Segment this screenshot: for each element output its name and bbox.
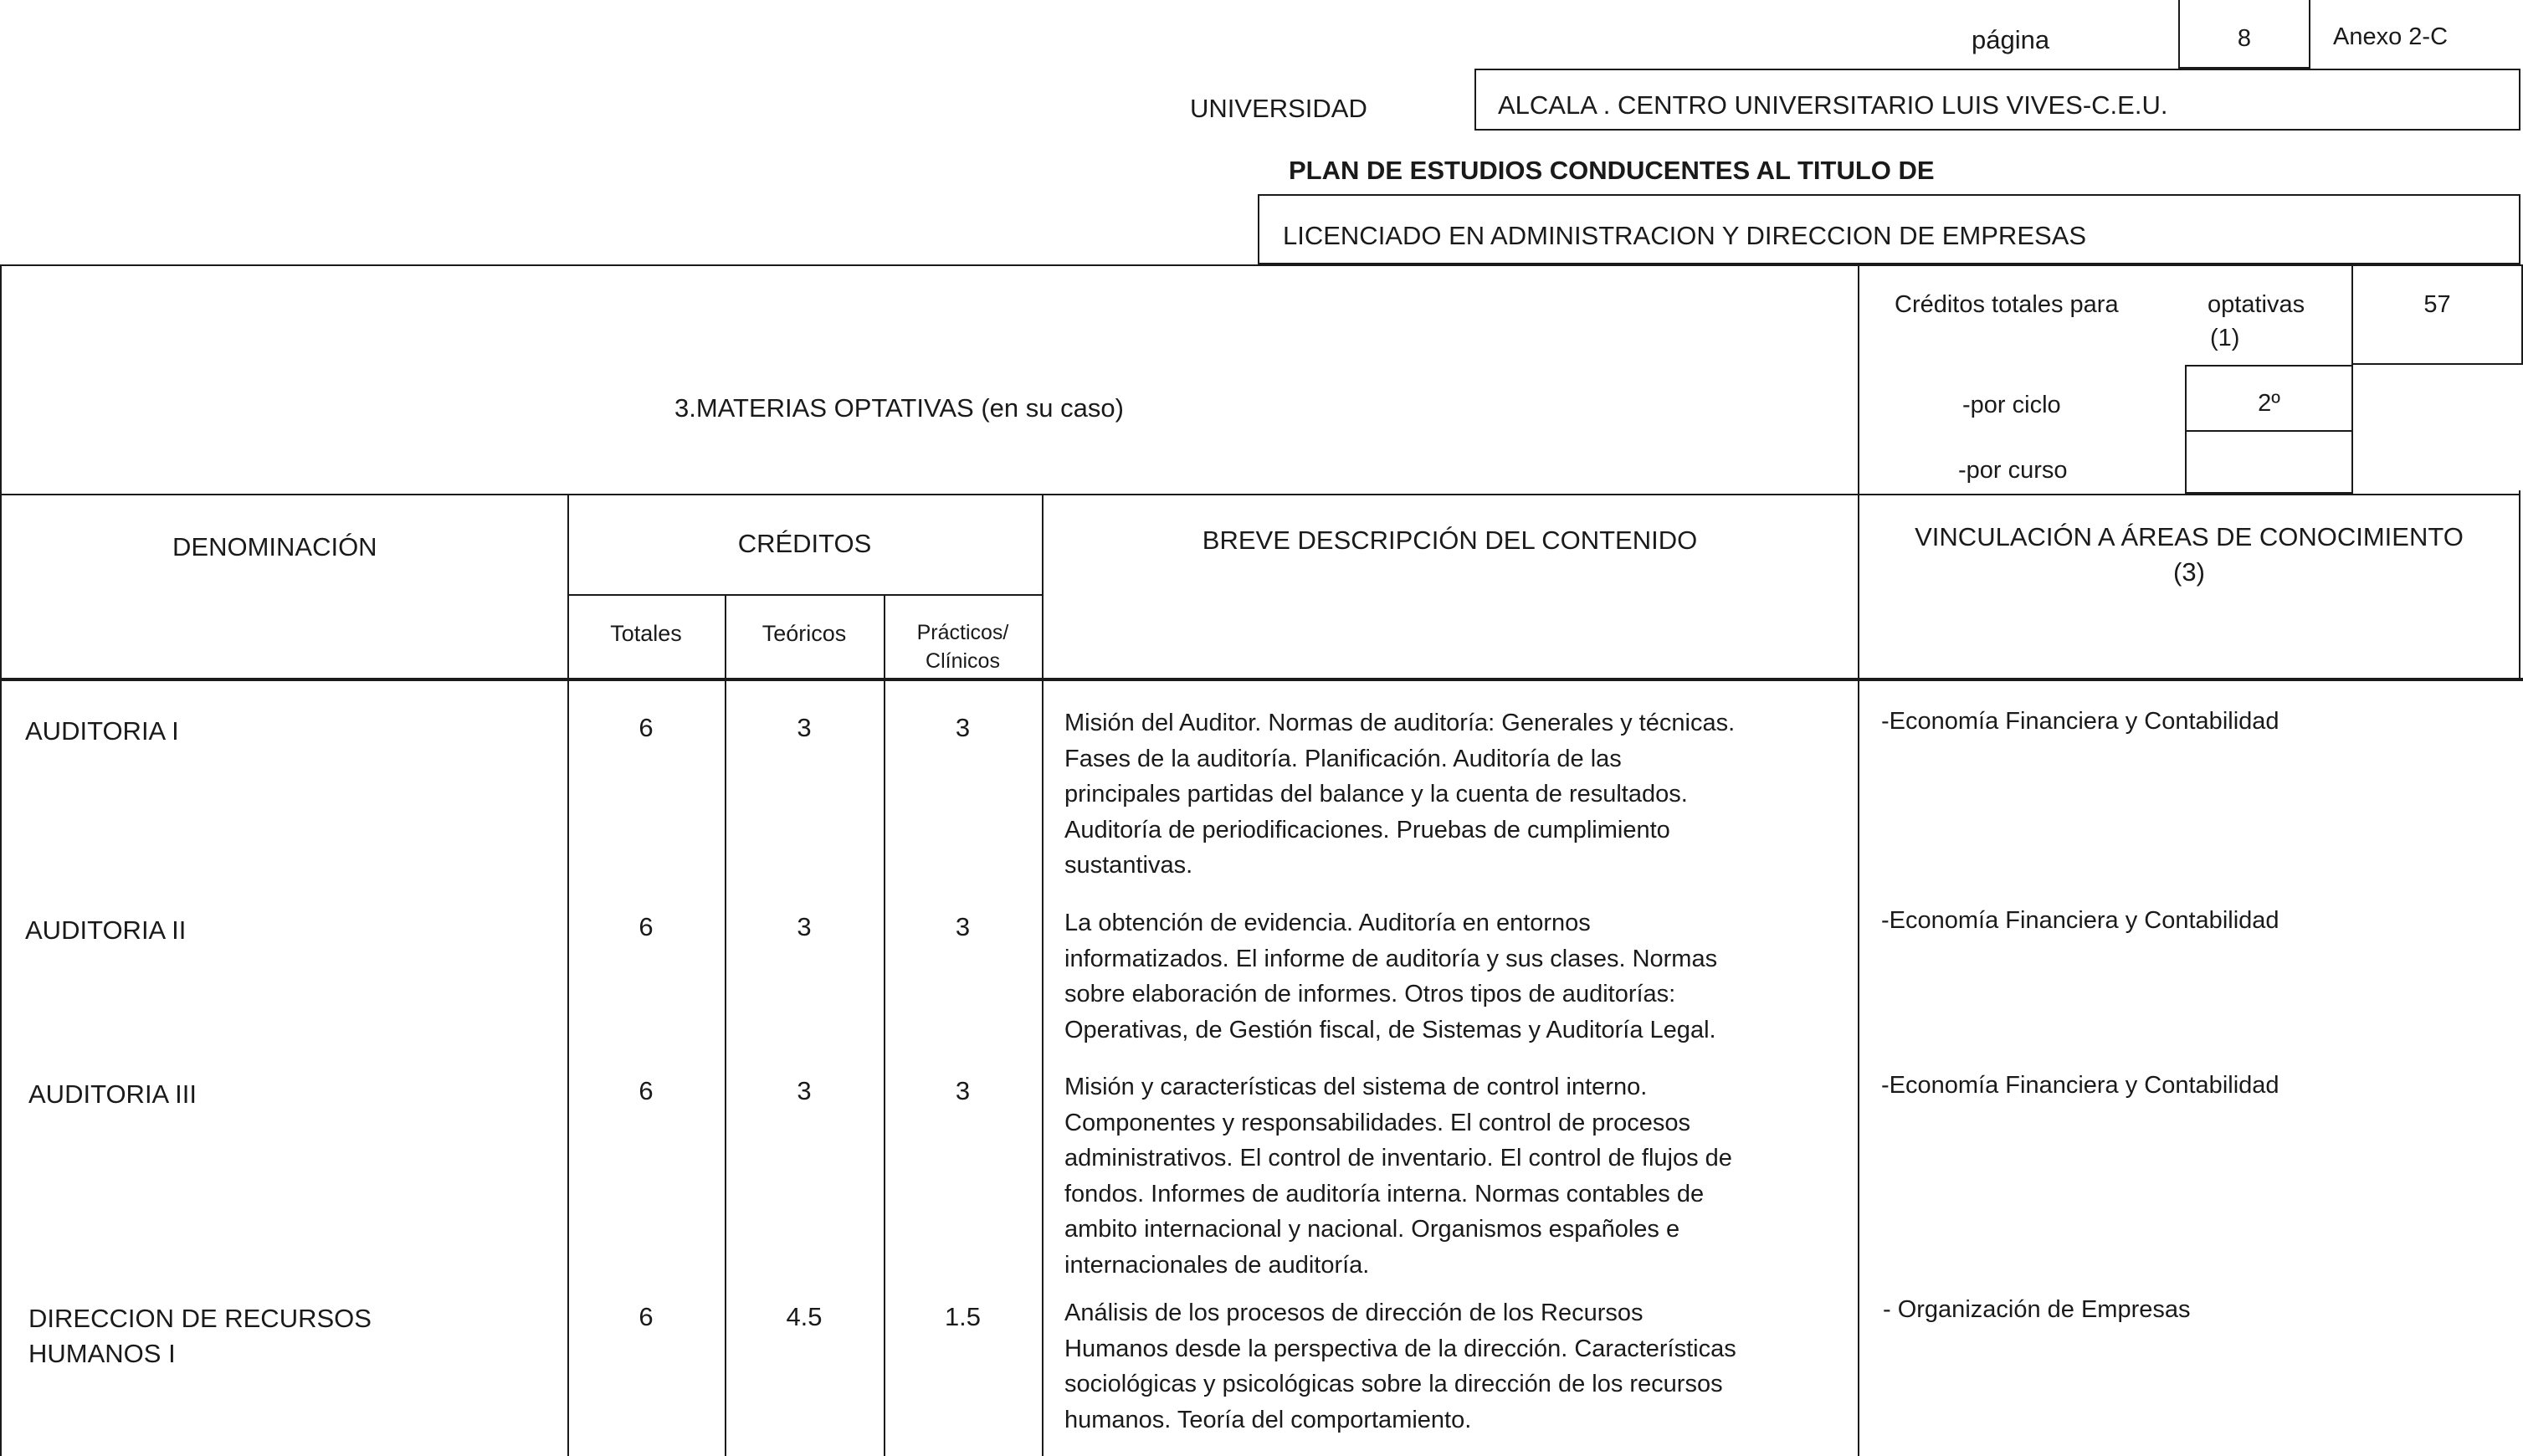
titulo-value: LICENCIADO EN ADMINISTRACION Y DIRECCION DE EMPRESAS xyxy=(1283,221,2087,250)
row-name: AUDITORIA III xyxy=(28,1079,197,1109)
optativas-value: 57 xyxy=(2423,291,2451,318)
row-practicos: 3 xyxy=(955,1076,971,1105)
row-area: -Economía Financiera y Contabilidad xyxy=(1881,708,2279,735)
section-title: 3.MATERIAS OPTATIVAS (en su caso) xyxy=(674,393,1124,423)
optativas-value-box xyxy=(2351,264,2523,365)
row-name: AUDITORIA I xyxy=(25,716,179,746)
row-description xyxy=(1064,705,1856,884)
row-description xyxy=(1064,1069,1856,1283)
desc-line: Humanos desde la perspectiva de la dirección. Características xyxy=(1064,1335,1736,1362)
optativas-note: (1) xyxy=(2210,325,2240,351)
row-description xyxy=(1064,1295,1856,1438)
creditos-totales-label: Créditos totales para xyxy=(1895,291,2119,318)
universidad-box xyxy=(1474,69,2520,131)
pagina-label: página xyxy=(1972,25,2050,54)
desc-line: Análisis de los procesos de dirección de los Recursos xyxy=(1064,1300,1644,1326)
por-ciclo-value: 2º xyxy=(2258,390,2280,417)
desc-line: sobre elaboración de informes. Otros tipos de auditorías: xyxy=(1064,981,1676,1007)
divider-desc-vinc xyxy=(1858,264,1859,1456)
desc-line: Auditoría de periodificaciones. Pruebas de cumplimiento xyxy=(1064,816,1670,843)
row-practicos: 3 xyxy=(955,912,971,941)
row-teoricos: 3 xyxy=(797,713,812,742)
desc-line: ambito internacional y nacional. Organismos españoles e xyxy=(1064,1216,1680,1243)
plan-title: PLAN DE ESTUDIOS CONDUCENTES AL TITULO DE xyxy=(1289,156,1935,185)
divider-credits-desc xyxy=(1042,494,1044,1456)
creditos-subheader-border xyxy=(567,594,1042,596)
header-vinculacion-line2: (3) xyxy=(2173,557,2205,587)
pagina-box xyxy=(2178,0,2310,69)
desc-line: administrativos. El control de inventario. El control de flujos de xyxy=(1064,1145,1732,1171)
por-ciclo-label: -por ciclo xyxy=(1962,392,2061,418)
desc-line: Componentes y responsabilidades. El control de procesos xyxy=(1064,1109,1690,1136)
row-description xyxy=(1064,905,1856,1048)
section-top-border xyxy=(0,264,2520,266)
optativas-label: optativas xyxy=(2208,291,2305,318)
row-teoricos: 3 xyxy=(797,912,812,941)
desc-line: Misión y características del sistema de control interno. xyxy=(1064,1074,1648,1100)
pagina-value: 8 xyxy=(2237,25,2252,52)
header-bottom-border xyxy=(0,678,2523,681)
por-curso-box xyxy=(2185,430,2353,494)
desc-line: fondos. Informes de auditoría interna. Normas contables de xyxy=(1064,1180,1705,1207)
row-name: AUDITORIA II xyxy=(25,915,187,945)
row-totales: 6 xyxy=(638,1076,654,1105)
desc-line: informatizados. El informe de auditoría y sus clases. Normas xyxy=(1064,945,1718,972)
header-denominacion: DENOMINACIÓN xyxy=(172,532,377,561)
row-name: DIRECCION DE RECURSOS xyxy=(28,1304,372,1333)
anexo-label: Anexo 2-C xyxy=(2333,23,2449,50)
row-totales: 6 xyxy=(638,713,654,742)
desc-line: La obtención de evidencia. Auditoría en entornos xyxy=(1064,910,1591,936)
header-teoricos: Teóricos xyxy=(762,621,847,646)
row-area: - Organización de Empresas xyxy=(1883,1296,2191,1323)
universidad-label: UNIVERSIDAD xyxy=(1190,94,1367,123)
por-ciclo-box xyxy=(2185,365,2353,432)
header-descripcion: BREVE DESCRIPCIÓN DEL CONTENIDO xyxy=(1202,525,1698,555)
desc-line: Misión del Auditor. Normas de auditoría: Generales y técnicas. xyxy=(1064,710,1736,736)
row-totales: 6 xyxy=(638,912,654,941)
row-teoricos: 3 xyxy=(797,1076,812,1105)
row-practicos: 1.5 xyxy=(944,1302,982,1331)
desc-line: principales partidas del balance y la cuenta de resultados. xyxy=(1064,781,1688,807)
row-teoricos: 4.5 xyxy=(786,1302,823,1331)
desc-line: sustantivas. xyxy=(1064,852,1193,879)
desc-line: sociológicas y psicológicas sobre la dirección de los recursos xyxy=(1064,1371,1723,1397)
header-practicos-line2: Clínicos xyxy=(926,649,1000,673)
universidad-value: ALCALA . CENTRO UNIVERSITARIO LUIS VIVES-C.E.U. xyxy=(1498,90,2168,120)
titulo-box xyxy=(1258,194,2520,264)
header-creditos: CRÉDITOS xyxy=(737,529,872,558)
row-area: -Economía Financiera y Contabilidad xyxy=(1881,907,2279,934)
row-name-line2: HUMANOS I xyxy=(28,1339,176,1368)
desc-line: Fases de la auditoría. Planificación. Auditoría de las xyxy=(1064,745,1622,772)
row-totales: 6 xyxy=(638,1302,654,1331)
header-totales: Totales xyxy=(610,621,682,646)
desc-line: humanos. Teoría del comportamiento. xyxy=(1064,1406,1472,1433)
header-practicos-line1: Prácticos/ xyxy=(916,621,1009,644)
row-area: -Economía Financiera y Contabilidad xyxy=(1881,1072,2279,1099)
header-vinculacion-line1: VINCULACIÓN A ÁREAS DE CONOCIMIENTO xyxy=(1915,522,2464,551)
table-left-border xyxy=(0,264,2,1456)
desc-line: internacionales de auditoría. xyxy=(1064,1251,1370,1279)
row-practicos: 3 xyxy=(955,713,971,742)
por-curso-label: -por curso xyxy=(1958,457,2068,484)
desc-line: Operativas, de Gestión fiscal, de Sistemas y Auditoría Legal. xyxy=(1064,1016,1716,1043)
header-top-border xyxy=(0,494,2520,495)
